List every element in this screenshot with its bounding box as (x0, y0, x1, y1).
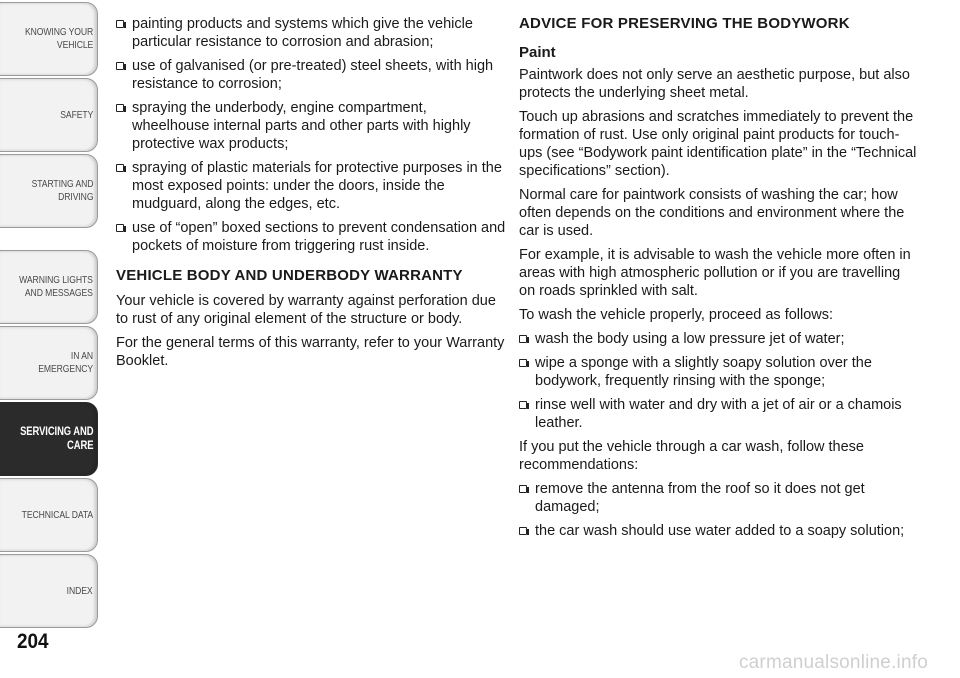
list-item-text: use of “open” boxed sections to prevent condensation and pockets of moisture from triggering rust inside. (132, 220, 506, 254)
tab-label: WARNING LIGHTS AND MESSAGES (19, 274, 93, 299)
paragraph: Touch up abrasions and scratches immediately to prevent the formation of rust. Use only original paint products for touch-ups (see “Bodywork paint identification plate” in the “Technical specifications” section). (519, 109, 917, 179)
list-item-text: use of galvanised (or pre-treated) steel sheets, with high resistance to corrosion; (132, 58, 494, 92)
list-item (116, 219, 506, 255)
checkbox-bullet-icon (519, 527, 527, 535)
tab-starting-and-driving[interactable] (0, 154, 98, 228)
list-item-text: the car wash should use water added to a soapy solution; (535, 523, 905, 539)
checkbox-bullet-icon (519, 485, 527, 493)
left-column (116, 15, 506, 376)
subheading-paint: Paint (519, 44, 556, 61)
paragraph: Paintwork does not only serve an aesthetic purpose, but also protects the underlying sheet metal. (519, 67, 910, 101)
tab-label: INDEX (67, 584, 93, 597)
checkbox-bullet-icon (519, 359, 527, 367)
list-item (116, 159, 506, 213)
paragraph: To wash the vehicle properly, proceed as follows: (519, 307, 834, 323)
checkbox-bullet-icon (116, 224, 124, 232)
tab-technical-data[interactable] (0, 478, 98, 552)
checkbox-bullet-icon (116, 164, 124, 172)
checkbox-bullet-icon (116, 104, 124, 112)
list-item (116, 99, 506, 153)
list-item-text: spraying the underbody, engine compartment, wheelhouse internal parts and other parts with highly protective wax products; (132, 100, 471, 152)
list-item-text: rinse well with water and dry with a jet of air or a chamois leather. (535, 397, 902, 431)
page-number: 204 (17, 630, 49, 653)
section-heading-warranty: VEHICLE BODY AND UNDERBODY WARRANTY (116, 267, 463, 284)
tab-label: SERVICING AND CARE (19, 426, 93, 452)
tab-label: SAFETY (59, 108, 93, 121)
list-item-text: spraying of plastic materials for protective purposes in the most exposed points: under the doors, inside the mudguard, along the edges, etc. (132, 160, 502, 212)
list-item-text: painting products and systems which give the vehicle particular resistance to corrosion and abrasion; (132, 16, 473, 50)
paragraph: For example, it is advisable to wash the vehicle more often in areas with high atmospheric pollution or if you are travelling on roads sprinkled with salt. (519, 247, 911, 299)
paragraph: If you put the vehicle through a car wash, follow these recommendations: (519, 439, 864, 473)
list-item (519, 330, 919, 348)
washing-steps-list (519, 330, 919, 432)
checkbox-bullet-icon (519, 335, 527, 343)
checkbox-bullet-icon (116, 62, 124, 70)
list-item (519, 480, 919, 516)
watermark: carmanualsonline.info (738, 652, 928, 673)
tab-in-an-emergency[interactable] (0, 326, 98, 400)
tab-label: STARTING AND DRIVING (31, 178, 93, 203)
tab-index[interactable] (0, 554, 98, 628)
paragraph: Your vehicle is covered by warranty against perforation due to rust of any original element of the structure or body. (116, 293, 496, 327)
list-item (519, 396, 919, 432)
list-item (519, 522, 919, 540)
tab-label: IN AN EMERGENCY (38, 350, 93, 375)
list-item-text: remove the antenna from the roof so it does not get damaged; (535, 481, 865, 515)
car-wash-list (519, 480, 919, 540)
list-item (116, 15, 506, 51)
paragraph: Normal care for paintwork consists of washing the car; how often depends on the conditions and environment where the car is used. (519, 187, 905, 239)
section-heading-bodywork: ADVICE FOR PRESERVING THE BODYWORK (519, 15, 850, 32)
section-tabs (0, 0, 100, 640)
tab-label: KNOWING YOUR VEHICLE (24, 26, 93, 51)
tab-warning-lights[interactable] (0, 250, 98, 324)
list-item-text: wipe a sponge with a slightly soapy solution over the bodywork, frequently rinsing with the sponge; (535, 355, 872, 389)
list-item (116, 57, 506, 93)
list-item-text: wash the body using a low pressure jet of water; (535, 331, 845, 347)
tab-knowing-your-vehicle[interactable] (0, 2, 98, 76)
checkbox-bullet-icon (116, 20, 124, 28)
tab-safety[interactable] (0, 78, 98, 152)
protection-list (116, 15, 506, 255)
checkbox-bullet-icon (519, 401, 527, 409)
tab-label: TECHNICAL DATA (21, 508, 93, 521)
list-item (519, 354, 919, 390)
tab-servicing-and-care[interactable] (0, 402, 98, 476)
paragraph: For the general terms of this warranty, refer to your Warranty Booklet. (116, 335, 505, 369)
right-column (519, 15, 919, 546)
